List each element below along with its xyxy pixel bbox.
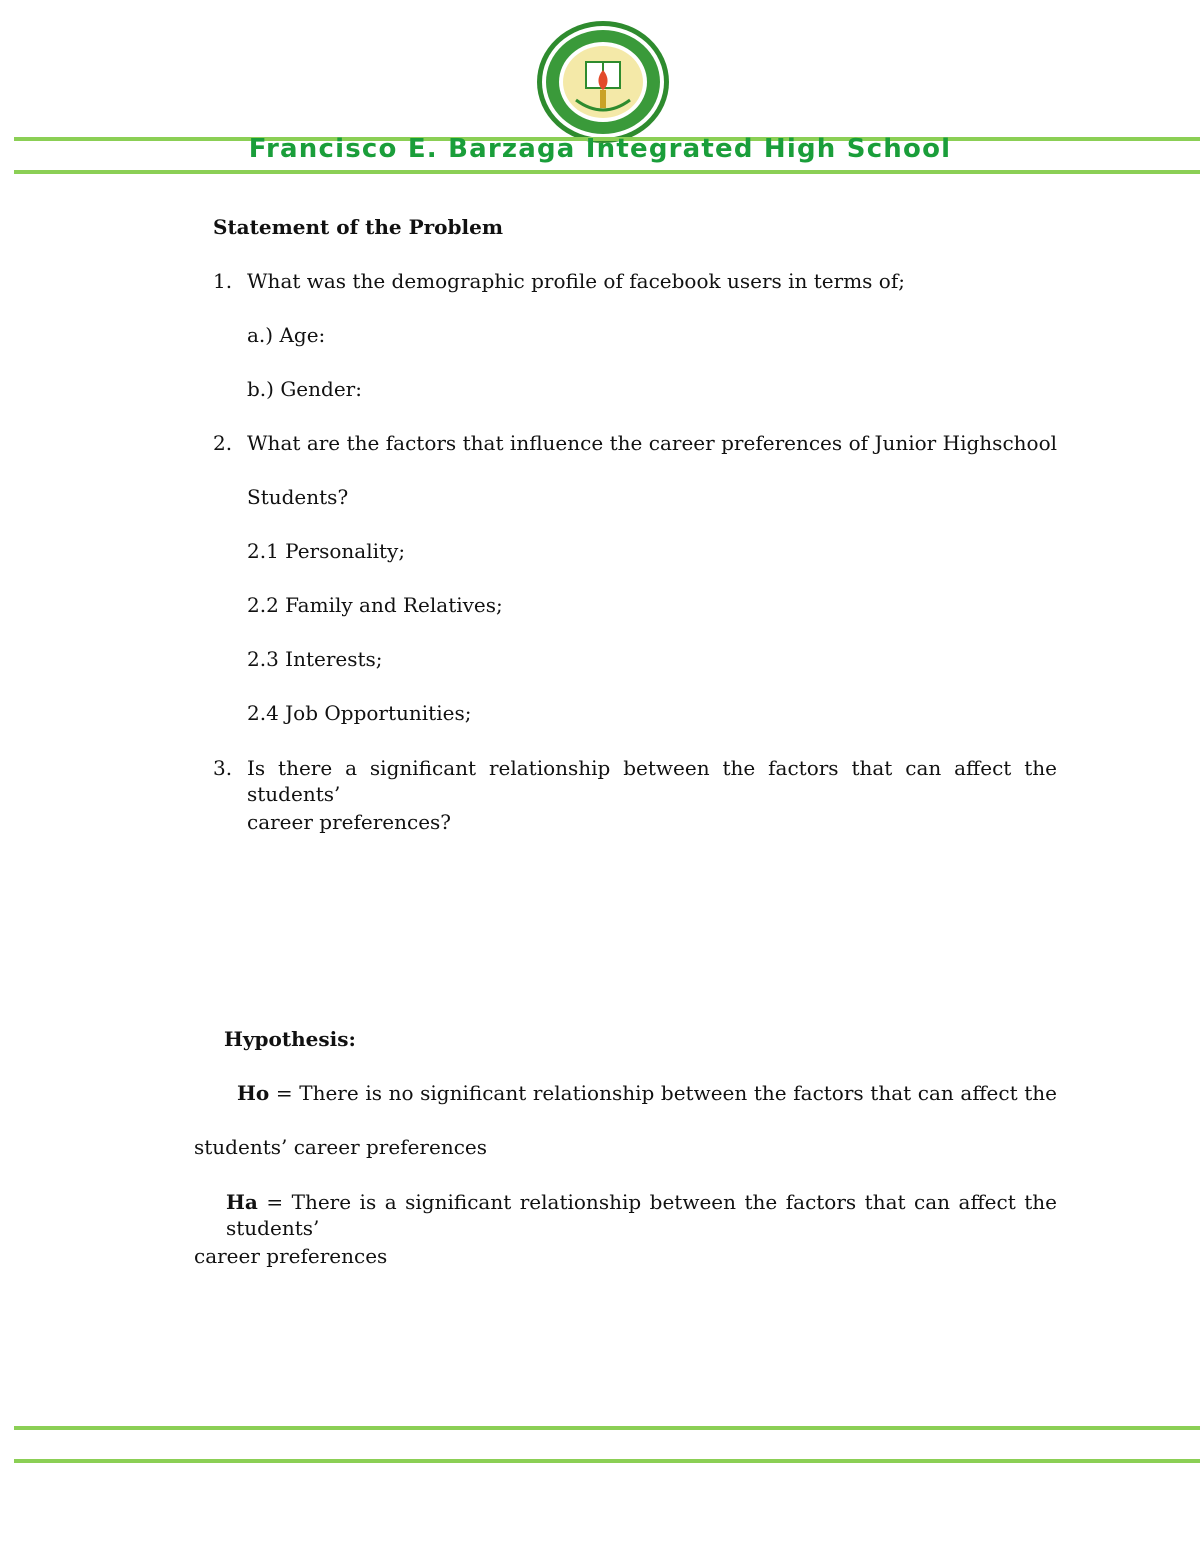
header-rule-bottom <box>14 170 1200 174</box>
q2-number: 2. <box>213 431 233 455</box>
hypothesis-heading: Hypothesis: <box>224 1027 356 1051</box>
q3-line2: career preferences? <box>247 810 452 834</box>
ha-line1 <box>226 1189 1057 1241</box>
q2-item-personality: 2.1 Personality; <box>247 539 406 563</box>
ho-line2: students’ career preferences <box>194 1135 488 1159</box>
footer-rule-bottom <box>14 1459 1200 1463</box>
ho-line1 <box>237 1080 1057 1106</box>
school-seal-logo <box>536 20 670 144</box>
problem-heading: Statement of the Problem <box>213 215 503 239</box>
ha-label: Ha <box>226 1190 258 1214</box>
footer-rule-top <box>14 1426 1200 1430</box>
ha-line2: career preferences <box>194 1244 388 1268</box>
ho-label: Ho <box>237 1081 270 1105</box>
q1-age: a.) Age: <box>247 323 326 347</box>
q1-number: 1. <box>213 269 233 293</box>
q2-line1: What are the factors that influence the career preferences of Junior Highschool <box>247 431 1057 455</box>
q3-number: 3. <box>213 756 233 780</box>
q2-item-job: 2.4 Job Opportunities; <box>247 701 472 725</box>
q2-item-interests: 2.3 Interests; <box>247 647 383 671</box>
q2-item-family: 2.2 Family and Relatives; <box>247 593 503 617</box>
ha-text: = There is a significant relationship between the factors that can affect the students’ <box>226 1190 1057 1240</box>
q2-line2: Students? <box>247 485 349 509</box>
school-name: Francisco E. Barzaga Integrated High School <box>248 134 952 164</box>
q3-line1: Is there a significant relationship between the factors that can affect the students’ <box>247 756 1057 806</box>
q1-gender: b.) Gender: <box>247 377 362 401</box>
q1-text: What was the demographic profile of facebook users in terms of; <box>247 269 905 293</box>
ho-text: = There is no significant relationship between the factors that can affect the <box>269 1081 1057 1105</box>
